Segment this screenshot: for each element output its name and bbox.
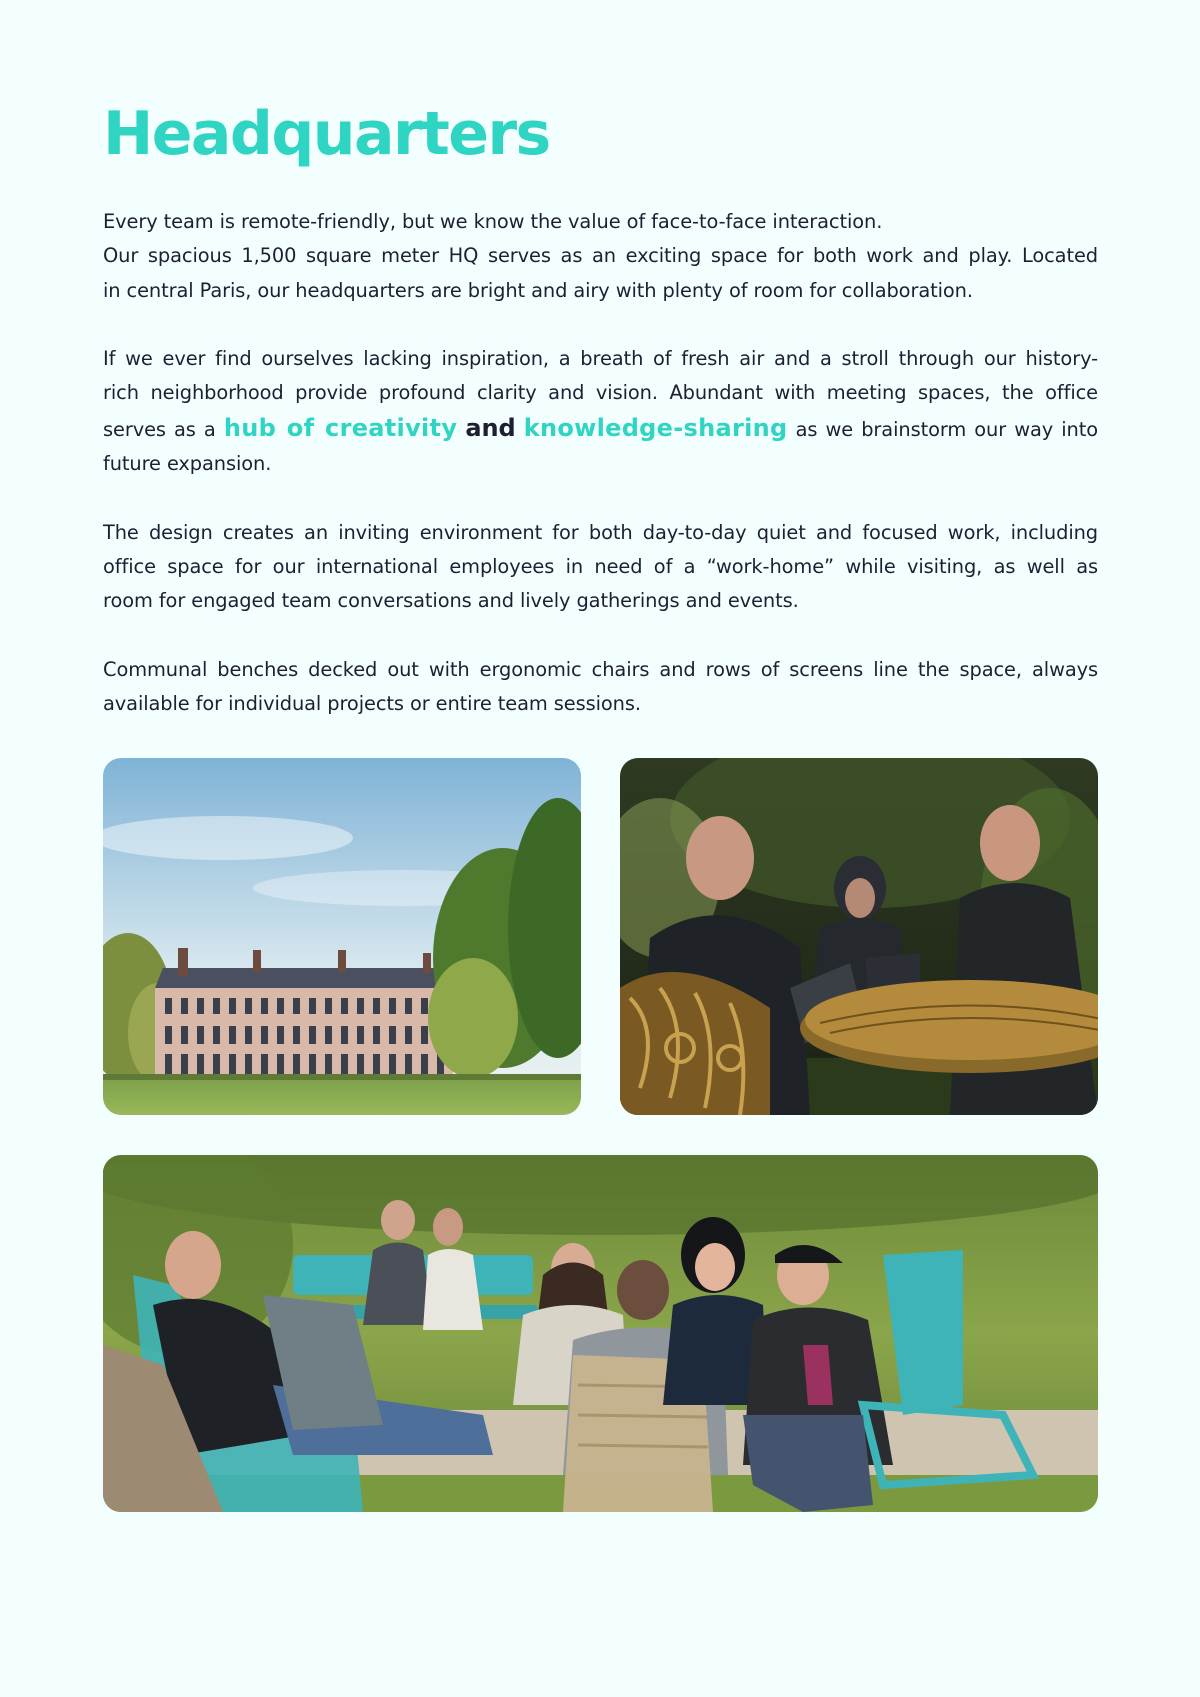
text-line: Our spacious 1,500 square meter HQ serves as an exciting space for both work and play. Located xyxy=(103,244,1098,268)
text-line: rich neighborhood provide profound clarity and vision. Abundant with meeting spaces, the office xyxy=(103,381,1098,405)
text-line: Every team is remote-friendly, but we know the value of face-to-face interaction. xyxy=(103,210,883,233)
text-line: future expansion. xyxy=(103,452,272,476)
chateau-image xyxy=(103,758,581,1115)
body-text xyxy=(103,205,1098,756)
paragraph-design xyxy=(103,516,1098,619)
text-line: office space for our international employees in need of a “work-home” while visiting, as well as xyxy=(103,554,1098,578)
team-gathering-image xyxy=(103,1155,1098,1512)
text-fragment: serves as a xyxy=(103,417,216,441)
text-fragment: as we brainstorm our way into xyxy=(795,417,1098,441)
text-line: The design creates an inviting environment for both day-to-day quiet and focused work, including xyxy=(103,520,1098,544)
text-line: in central Paris, our headquarters are bright and airy with plenty of room for collaboration. xyxy=(103,278,973,302)
page-title: Headquarters xyxy=(103,99,550,169)
paragraph-intro xyxy=(103,205,1098,308)
text-line-highlight xyxy=(103,411,1098,447)
laptops-photo xyxy=(620,758,1098,1115)
text-line: If we ever find ourselves lacking inspiration, a breath of fresh air and a stroll through our history- xyxy=(103,347,1098,371)
highlight-knowledge-sharing: knowledge-sharing xyxy=(523,413,788,442)
text-line: room for engaged team conversations and lively gatherings and events. xyxy=(103,589,799,613)
chateau-photo xyxy=(103,758,581,1115)
team-gathering-photo xyxy=(103,1155,1098,1512)
text-line: Communal benches decked out with ergonomic chairs and rows of screens line the space, always xyxy=(103,657,1098,681)
highlight-hub-of-creativity: hub of creativity xyxy=(223,413,458,442)
paragraph-inspiration xyxy=(103,342,1098,481)
highlight-and: and xyxy=(465,413,516,442)
team-working-image xyxy=(620,758,1098,1115)
text-line: available for individual projects or entire team sessions. xyxy=(103,692,641,716)
paragraph-benches xyxy=(103,653,1098,722)
